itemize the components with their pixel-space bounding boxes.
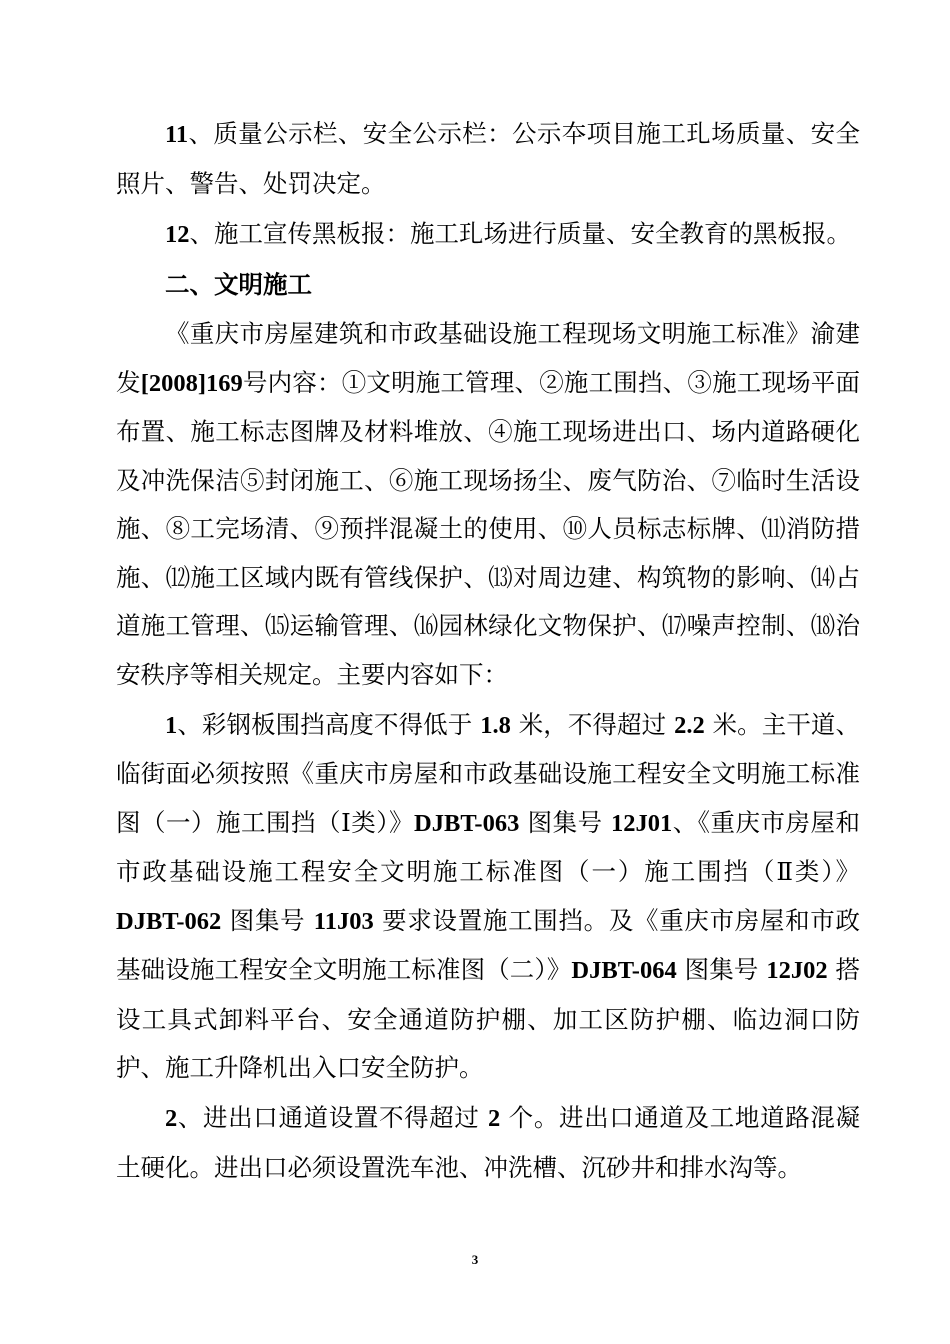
point-number: 2: [165, 1105, 178, 1132]
atlas-number: 11J03: [313, 907, 374, 935]
intro-text: 《重庆市房屋建筑和市政基础设施工程现场文明施工标准》渝建发: [116, 319, 860, 397]
point-text: 个。进出口通道及工地道路混凝土硬化。进出口必须设置洗车池、冲洗槽、沉砂井和排水沟等。: [116, 1103, 860, 1182]
paragraph-point-2: [116, 1094, 860, 1192]
item-text: 、质量公示栏、安全公示栏：公示夲项目施工玌场质量、安全照片、警告、处罚决定。: [116, 119, 860, 198]
document-number: [2008]169: [140, 369, 243, 397]
point-text: 图集号: [519, 807, 611, 837]
point-text: 米，不得超过: [510, 709, 675, 739]
max-entrance-count: 2: [488, 1105, 501, 1132]
point-text: 搭设工具式卸料平台、安全通道防护棚、加工区防护棚、临边洞口防护、施工升降机出入口安全防护。: [116, 955, 861, 1082]
point-text: 图集号: [676, 955, 767, 984]
standard-code: DJBT-064: [571, 957, 677, 984]
paragraph-item-11: [116, 110, 860, 208]
standard-code: DJBT-062: [116, 907, 222, 935]
paragraph-point-1: [116, 701, 860, 1093]
point-text: 米。主干道、临街面必须按照《重庆市房屋和市政基础设施工程安全文明施工标准图（一）施工围挡（Ⅰ类）》: [116, 709, 860, 837]
point-text: 要求设置施工围挡。及《重庆市房屋和市政基础设施工程安全文明施工标准图（二）》: [116, 905, 860, 984]
item-number: 11: [165, 121, 189, 148]
standard-code: DJBT-063: [414, 809, 520, 837]
intro-text: 号内容：①文明施工管理、②施工围挡、③施工现场平面布置、施工标志图牌及材料堆放、④施工现场进出口、场内道路硬化及冲洗保洁⑤封闭施工、⑥施工现场扬尘、废气防治、⑦临时生活设施、⑧工完场清、⑨预拌混凝土的使用、⑩人员标志标牌、⑾消防措施、⑿施工区域内既有管线保护、⒀对周边建、构筑物的影响、⒁占道施工管理、⒂运输管理、⒃园林绿化文物保护、⒄噪声控制、⒅治安秩序等相关规定。主要内容如下：: [116, 367, 861, 689]
paragraph-intro: [116, 310, 860, 699]
section-heading: 二、文明施工: [165, 269, 312, 299]
item-text: 、施工宣传黑板报：施工玌场进行质量、安全教育的黑板报。: [189, 218, 851, 248]
item-number: 12: [165, 220, 190, 248]
max-height-value: 2.2: [674, 711, 705, 739]
atlas-number: 12J01: [610, 809, 673, 837]
atlas-number: 12J02: [766, 957, 828, 984]
document-body: [116, 110, 860, 1194]
point-text: 、《重庆市房屋和市政基础设施工程安全文明施工标准图（一）施工围挡（Ⅱ类）》: [116, 807, 861, 886]
point-text: 、彩钢板围挡高度不得低于: [177, 709, 481, 739]
paragraph-item-12: [116, 210, 860, 260]
page-number: 3: [471, 1252, 479, 1267]
point-number: 1: [165, 711, 178, 739]
min-height-value: 1.8: [480, 711, 511, 739]
point-text: 、进出口通道设置不得超过: [177, 1103, 488, 1132]
point-text: 图集号: [221, 905, 314, 935]
